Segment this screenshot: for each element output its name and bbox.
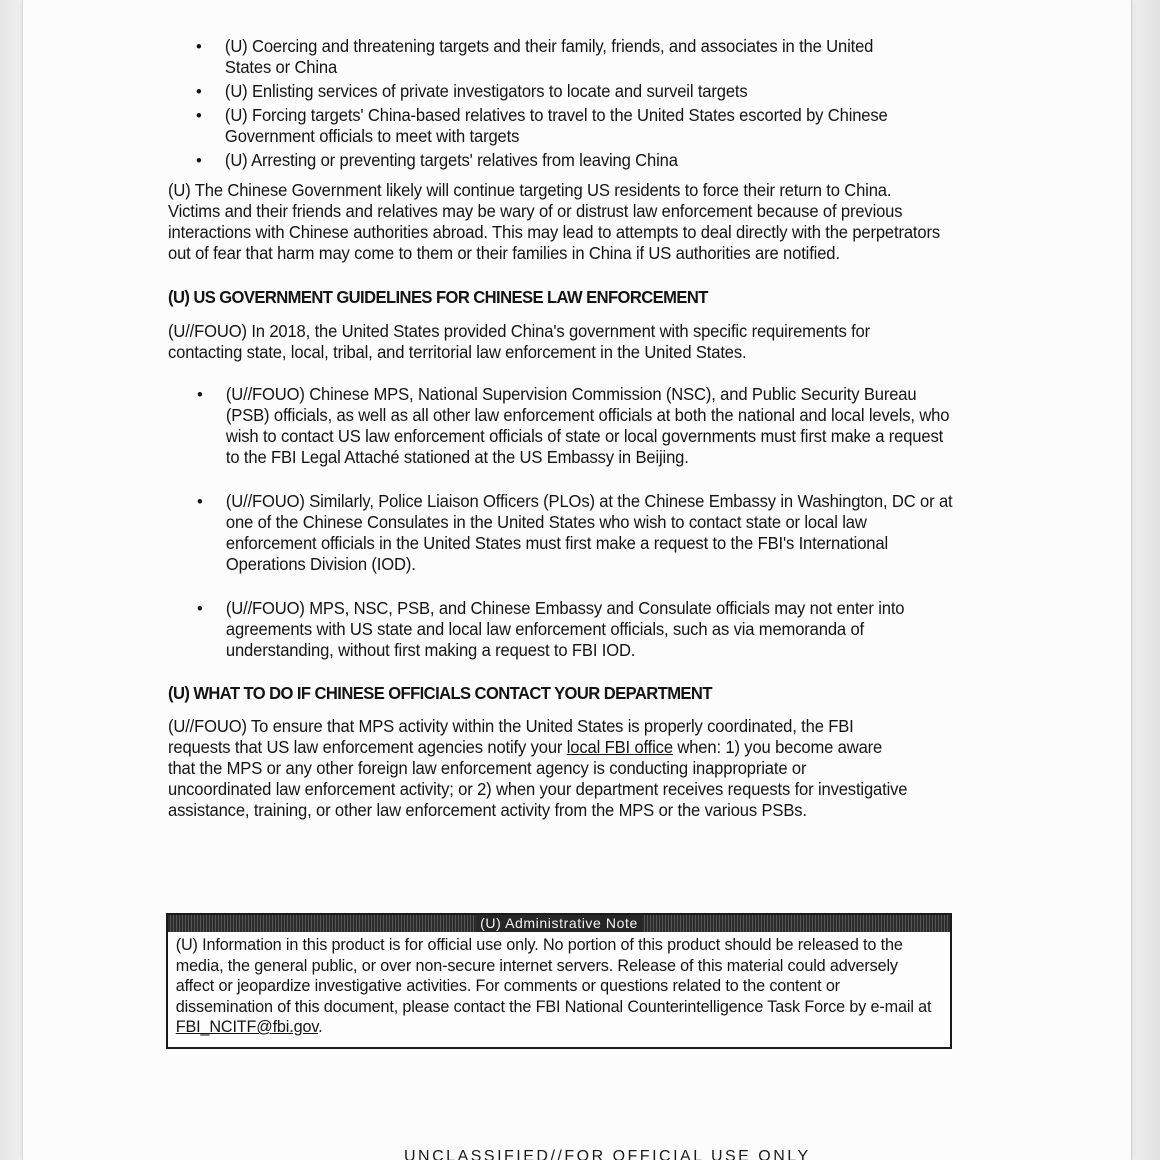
contact-heading: (U) WHAT TO DO IF CHINESE OFFICIALS CONTACT YOUR DEPARTMENT [168,683,712,703]
targeting-paragraph: (U) The Chinese Government likely will continue targeting US residents to force their return to China. Victims and their friends and relatives may be wary of or distrust law enforcement because of previous interactions with Chinese authorities abroad. This may lead to attempts to deal directly with the perpetrators out of fear that harm may come to them or their families in China if US authorities are notified. [168,180,941,263]
list-item: • (U//FOUO) MPS, NSC, PSB, and Chinese Embassy and Consulate officials may not enter into agreements with US state and local law enforcement officials, such as via memoranda of understanding, without first making a request to FBI IOD. [196,598,905,660]
guidelines-heading: (U) US GOVERNMENT GUIDELINES FOR CHINESE LAW ENFORCEMENT [168,287,708,307]
classification-footer: UNCLASSIFIED//FOR OFFICIAL USE ONLY [404,1148,811,1160]
bullet-icon: • [196,385,203,404]
administrative-note-text: (U) Information in this product is for official use only. No portion of this product should be released to the media, the general public, or over non-secure internet servers. Release of this material could adversely affect or jeopardize investigative activities. For comments or questions related to the content or dissemination of this document, please contact the FBI National Counterintelligence Task Force by e-mail at FBI_NCITF@fbi.gov. [175,935,932,1036]
ncitf-email-link[interactable]: FBI_NCITF@fbi.gov [175,1017,319,1036]
list-item: • (U//FOUO) Chinese MPS, National Supervision Commission (NSC), and Public Security Bureau (PSB) officials, as well as all other law enforcement officials at both the national and local levels, who wish to contact US law enforcement officials of state or local governments must first make a request to the FBI Legal Attaché stationed at the US Embassy in Beijing. [196,384,950,467]
list-item: • (U) Coercing and threatening targets and their family, friends, and associates in the United States or China [195,36,874,77]
bullet-icon: • [195,106,202,125]
guidelines-bullet-list [168,384,953,661]
bullet-icon: • [196,599,203,618]
list-item: • (U) Forcing targets' China-based relatives to travel to the United States escorted by Chinese Government officials to meet with targets [195,105,888,146]
administrative-note-header [168,915,950,932]
bullet-icon: • [195,37,202,56]
administrative-note-box [166,913,952,1049]
list-item: • (U//FOUO) Similarly, Police Liaison Officers (PLOs) at the Chinese Embassy in Washington, DC or at one of the Chinese Consulates in the United States who wish to contact state or local law enforcement officials in the United States must first make a request to the FBI's International Operations Division (IOD). [196,491,953,574]
document-body [168,36,953,821]
guidelines-intro: (U//FOUO) In 2018, the United States provided China's government with specific requirements for contacting state, local, tribal, and territorial law enforcement in the United States. [168,321,871,362]
list-item: • (U) Enlisting services of private investigators to locate and surveil targets [195,81,748,101]
contact-paragraph: (U//FOUO) To ensure that MPS activity within the United States is properly coordinated, the FBI requests that US law enforcement agencies notify your local FBI office when: 1) you become aware that the MPS or any other foreign law enforcement agency is conducting inappropriate or uncoordinated law enforcement activity; or 2) when your department receives requests for investigative assistance, training, or other law enforcement activity from the MPS or the various PSBs. [168,716,908,820]
administrative-note-title: (U) Administrative Note [476,915,642,932]
local-fbi-office-link[interactable]: local FBI office [566,737,673,757]
tactics-bullet-list [167,36,910,171]
list-item: • (U) Arresting or preventing targets' relatives from leaving China [195,150,678,170]
bullet-icon: • [195,151,202,170]
bullet-icon: • [195,82,202,101]
bullet-icon: • [196,492,203,511]
